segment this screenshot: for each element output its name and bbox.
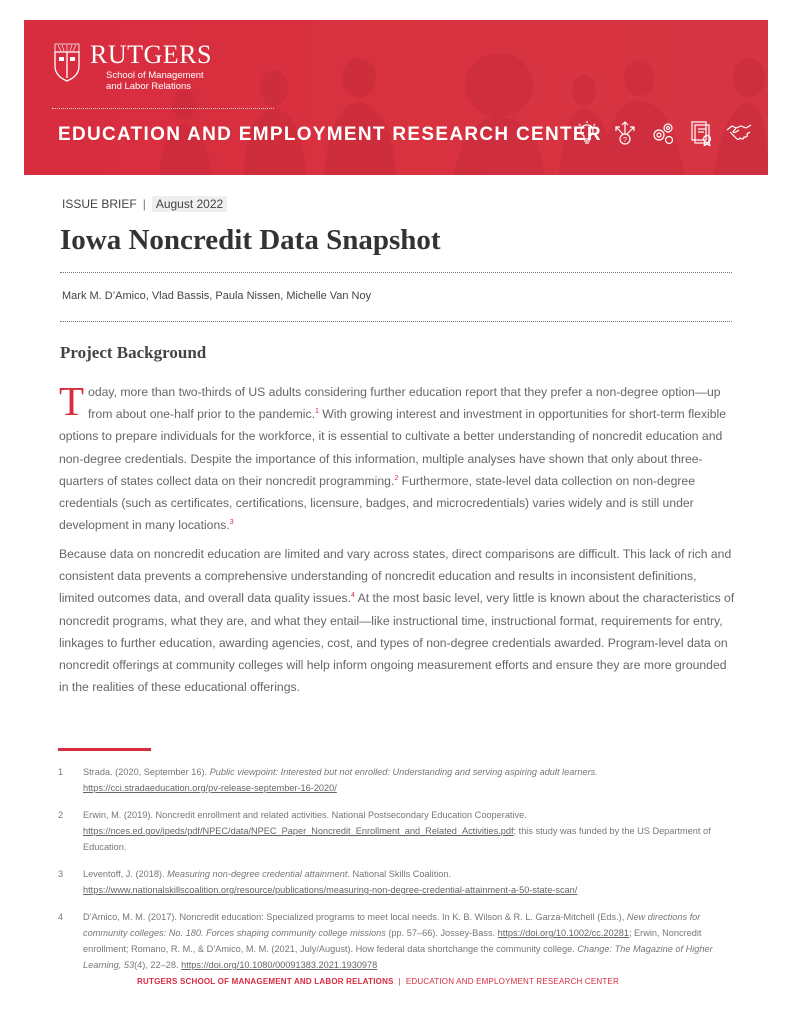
paragraph-1	[59, 378, 735, 536]
page-footer	[0, 977, 756, 986]
svg-text:?: ?	[623, 137, 627, 144]
lightbulb-icon	[574, 120, 600, 146]
paragraph-2	[59, 543, 735, 698]
footnote-link[interactable]: https://doi.org/10.1080/00091383.2021.1930978	[181, 960, 378, 970]
section-heading: Project Background	[60, 343, 207, 362]
paragraph-1-text-c: Furthermore, state-level data collection on non-degree credentials (such as certificates, certifications, licensure, badges, and microcredentials) varies widely and is still under development in many locations.	[59, 473, 695, 533]
footnote-text: Strada. (2020, September 16).	[83, 767, 210, 777]
header-banner	[24, 20, 768, 175]
drop-cap: T	[59, 378, 85, 424]
issue-type: ISSUE BRIEF	[62, 197, 137, 211]
footnote-link[interactable]: https://nces.ed.gov/ipeds/pdf/NPEC/data/NPEC_Paper_Noncredit_Enrollment_and_Related_Activities.pdf	[83, 826, 514, 836]
footnote-ref-3[interactable]: 3	[229, 519, 234, 527]
issue-separator: |	[142, 197, 146, 211]
footnote-number: 3	[58, 869, 64, 879]
page-title: Iowa Noncredit Data Snapshot	[60, 224, 441, 256]
rutgers-shield-icon	[52, 42, 82, 82]
footnote-3	[58, 866, 738, 898]
paragraph-2-text-b: At the most basic level, very little is known about the characteristics of noncredit programs, what they are, and what they entail—like instructional time, instructional format, requirements for entry, linkages to further education, awarding agencies, cost, and types of non-degree credentials awarded. Program-level data on noncredit offerings at community colleges will help inform ongoing measurement efforts and ensure they are more grounded in the realities of these educational offerings.	[59, 591, 735, 695]
footnote-text: ; Erwin, Noncredit enrollment; Romano, R. M., & D’Amico, M. M. (2021, July/August). How federal data shortchange the community college.	[83, 928, 702, 954]
banner-icons	[574, 120, 752, 146]
authors: Mark M. D’Amico, Vlad Bassis, Paula Nissen, Michelle Van Noy	[62, 290, 372, 302]
rutgers-logo	[52, 42, 212, 92]
footnote-ref-4[interactable]: 4	[350, 592, 355, 600]
footnote-link[interactable]: https://cci.stradaeducation.org/pv-release-september-16-2020/	[83, 783, 337, 793]
title-divider	[60, 272, 732, 273]
footnote-text: Leventoff, J. (2018).	[83, 869, 168, 879]
footer-center: EDUCATION AND EMPLOYMENT RESEARCH CENTER	[405, 977, 619, 986]
footnote-title: New directions for community colleges: No. 180. Forces shaping community college missions	[83, 912, 701, 938]
handshake-icon	[726, 120, 752, 146]
authors-divider	[60, 321, 732, 322]
footnote-text: D’Amico, M. M. (2017). Noncredit education: Specialized programs to meet local needs. In K. B. Wilson & R. L. Garza-Mitchell (Eds.),	[83, 912, 627, 922]
footnote-text: . National Skills Coalition.	[347, 869, 452, 879]
paragraph-1-text-a: oday, more than two-thirds of US adults considering further education report that they prefer a non-degree option—up from about one-half prior to the pandemic.	[88, 385, 721, 422]
footnote-title: Measuring non-degree credential attainment	[167, 869, 348, 879]
footnote-ref-1[interactable]: 1	[315, 408, 319, 416]
banner-divider	[52, 108, 274, 109]
footnote-1	[58, 764, 738, 796]
footnote-link[interactable]: https://doi.org/10.1002/cc.20281	[497, 928, 629, 938]
logo-subtitle-2: and Labor Relations	[106, 81, 192, 92]
footnote-number: 4	[58, 912, 64, 922]
footnote-title: Change: The Magazine of Higher Learning, 53	[83, 944, 713, 970]
footnote-text: Erwin, M. (2019). Noncredit enrollment and related activities. National Postsecondary Education Cooperative.	[83, 810, 527, 820]
footnote-title: Public viewpoint: Interested but not enrolled: Understanding and serving aspiring adult learners.	[209, 767, 598, 777]
footnotes-divider	[58, 748, 151, 751]
footer-school: RUTGERS SCHOOL OF MANAGEMENT AND LABOR RELATIONS	[137, 977, 394, 986]
issue-date: August 2022	[152, 196, 227, 212]
issue-label	[62, 196, 227, 212]
paragraph-2-text-a: Because data on noncredit education are limited and vary across states, direct comparisons are difficult. This lack of rich and consistent data prevents a comprehensive understanding of noncredit education and results in inconsistent definitions, limited outcomes data, and overall data quality issues.	[59, 547, 732, 606]
footnote-text: (pp. 57–66). Jossey-Bass.	[385, 928, 498, 938]
gears-icon	[650, 120, 676, 146]
paragraph-1-text-b: With growing interest and investment in opportunities for short-term flexible options to prepare individuals for the workforce, it is essential to cultivate a better understanding of noncredit education and non-degree credentials. Despite the importance of this information, multiple analyses have shown that only about three-quarters of states collect data on their noncredit programming.	[59, 407, 727, 488]
certificate-document-icon	[688, 120, 714, 146]
footnote-number: 2	[58, 810, 64, 820]
center-title: EDUCATION AND EMPLOYMENT RESEARCH CENTER	[58, 124, 602, 145]
logo-subtitle-1: School of Management	[106, 70, 204, 81]
footer-separator: |	[398, 977, 401, 986]
footnote-text: ; this study was funded by the US Department of Education.	[83, 826, 711, 852]
footnote-2	[58, 807, 738, 855]
decision-arrows-icon	[612, 120, 638, 146]
footnote-ref-2[interactable]: 2	[394, 474, 399, 482]
footnote-4	[58, 909, 738, 973]
logo-wordmark: RUTGERS	[90, 40, 212, 69]
footnote-link[interactable]: https://www.nationalskillscoalition.org/resource/publications/measuring-non-degree-credential-attainment-a-50-state-scan/	[83, 885, 578, 895]
footnotes	[58, 764, 738, 984]
footnote-text: (4), 22–28.	[134, 960, 182, 970]
footnote-number: 1	[58, 767, 64, 777]
